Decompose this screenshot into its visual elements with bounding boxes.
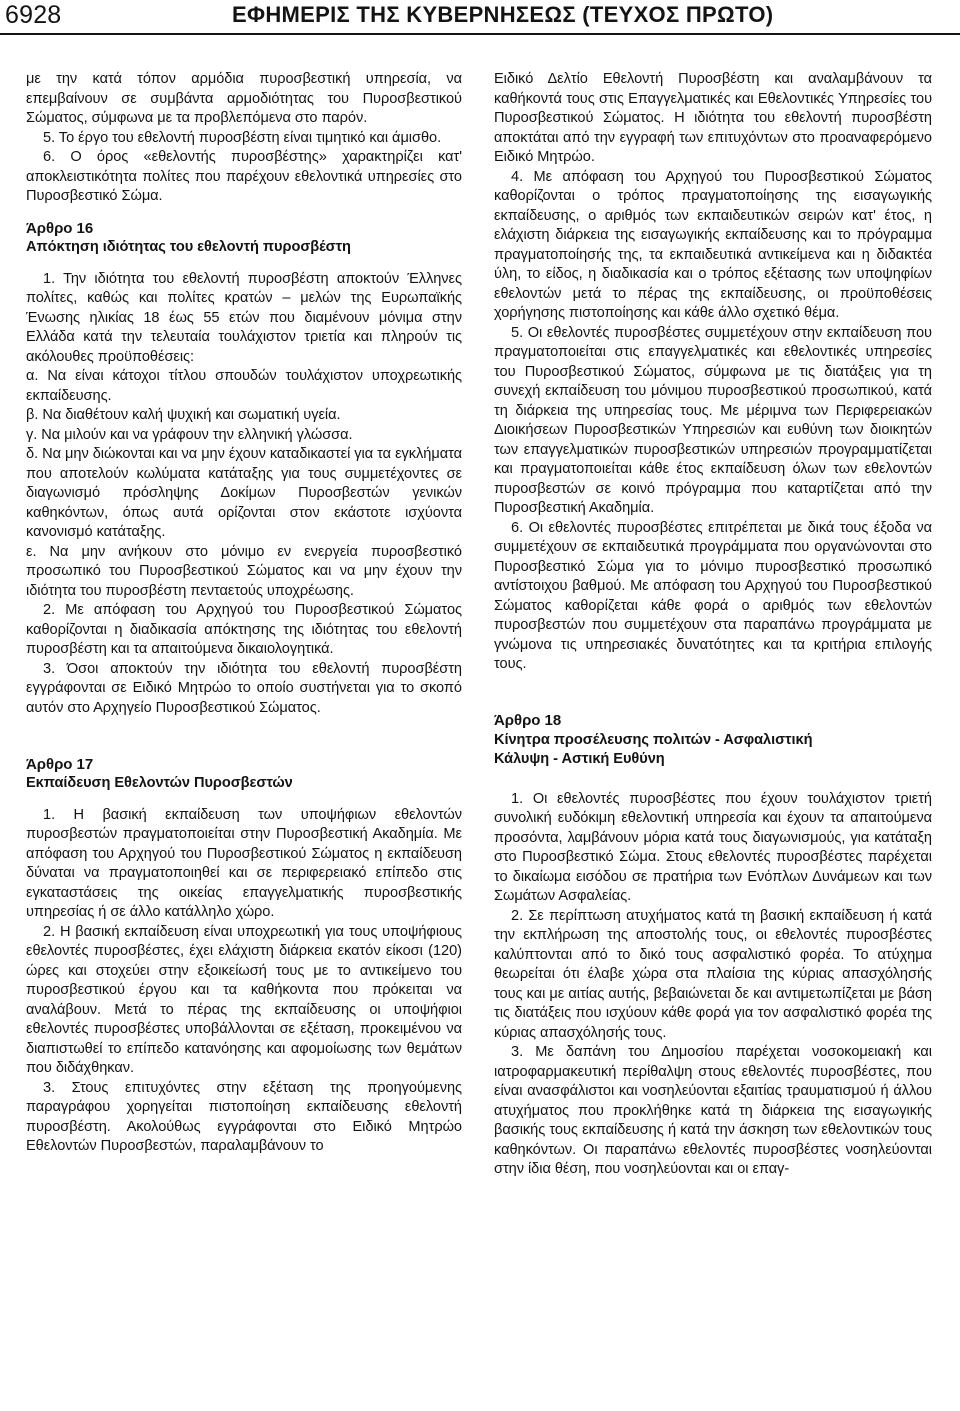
left-column [26,70,462,1157]
article-18-heading: Άρθρο 18 [494,711,562,729]
article-18-paragraph-3: 3. Με δαπάνη του Δημοσίου παρέχεται νοσοκομειακή και ιατροφαρμακευτική περίθαλψη στους εθελοντές πυροσβέστες, που είναι ανασφάλιστοι και νοσηλεύονται εξαιτίας τραυματισμού ή άλλου ατυχήματος που προκλήθηκε κατά τη διάρκεια της εισαγωγικής βασικής τους εκπαίδευσης ή κατά την άσκηση των εθελοντικών τους καθηκόντων. Οι παραπάνω εθελοντές πυροσβέστες νοσηλεύονται στην ίδια θέση, που νοσηλεύονται και οι επαγ- [494,1044,932,1178]
article-16-paragraph-2: 2. Με απόφαση του Αρχηγού του Πυροσβεστικού Σώματος καθορίζονται η διαδικασία απόκτησης της ιδιότητας του εθελοντή πυροσβέστη και τα απαιτούμενα δικαιολογητικά. [26,602,462,658]
page-header [0,0,960,30]
article-16-item-a: α. Να είναι κάτοχοι τίτλου σπουδών τουλάχιστον υποχρεωτικής εκπαίδευσης. [26,368,462,404]
article-17-paragraph-2: 2. Η βασική εκπαίδευση είναι υποχρεωτική για τους υποψήφιους εθελοντές πυροσβέστες, έχει ελάχιστη διάρκεια εκατόν είκοσι (120) ώρες και στοχεύει στην εξοικείωσή τους με το αντικείμενο του πυροσβεστικού έργου και τα καθήκοντα που πρόκειται να αναλάβουν. Μετά το πέρας της εκπαίδευσης οι υποψήφιοι εθελοντές πυροσβέστες υποβάλλονται σε εξέταση, προκειμένου να διαπιστωθεί το επίπεδο κατανόησης και αφομοίωσης των θεμάτων που διδάχθηκαν. [26,923,462,1077]
article-18-title-line-2: Κάλυψη - Αστική Ευθύνη [494,751,665,768]
article-16-title: Απόκτηση ιδιότητας του εθελοντή πυροσβέστη [26,239,351,256]
paragraph-continuation: με την κατά τόπον αρμόδια πυροσβεστική υπηρεσία, να επεμβαίνουν σε συμβάντα αρμοδιότητας του Πυροσβεστικού Σώματος, σύμφωνα με τα προβλεπόμενα στο παρόν. [26,71,462,127]
right-column [494,70,932,1180]
article-16-item-e: ε. Να μην ανήκουν στο μόνιμο εν ενεργεία πυροσβεστικό προσωπικό του Πυροσβεστικού Σώματος και να μην έχουν την ιδιότητα του πυροσβέστη πενταετούς υποχρέωσης. [26,543,462,599]
article-16-item-d: δ. Να μην διώκονται και να μην έχουν καταδικαστεί για τα εγκλήματα που αποτελούν κωλύματα κατάταξης για τους συμμετέχοντες σε διαγωνισμό πρόσληψης Δοκίμων Πυροσβεστών γενικών καθηκόντων, όπως αυτά ορίζονται στον εκάστοτε ισχύοντα κανονισμό κατάταξης. [26,446,462,541]
paragraph-4: 4. Με απόφαση του Αρχηγού του Πυροσβεστικού Σώματος καθορίζονται ο τρόπος πραγματοποίησης της εισαγωγικής εκπαίδευσης, ο αριθμός των εκπαιδευτικών σειρών κατ' έτος, η ελάχιστη διάρκεια της εισαγωγικής εκπαίδευσης και το πρόγραμμα πραγματοποίησής της, τα εκπαιδευτικά αντικείμενα και η διδακτέα ύλη, το είδος, η διαδικασία και ο τρόπος εξέτασης των υποψηφίων εθελοντών μετά το πέρας της εκπαίδευσης, οι προϋποθέσεις χορήγησης πιστοποίησης και κάθε άλλο σχετικό θέμα. [494,168,932,322]
gazette-title: ΕΦΗΜΕΡΙΣ ΤΗΣ ΚΥΒΕΡΝΗΣΕΩΣ (ΤΕΥΧΟΣ ΠΡΩΤΟ) [232,2,774,27]
article-17-paragraph-3: 3. Στους επιτυχόντες στην εξέταση της προηγούμενης παραγράφου χορηγείται πιστοποίηση εκπαίδευσης εθελοντή πυροσβέστη. Ακολούθως εγγράφονται στο Ειδικό Μητρώο Εθελοντών Πυροσβεστών, παραλαμβάνουν το [26,1079,462,1155]
paragraph-6: 6. Ο όρος «εθελοντής πυροσβέστης» χαρακτηρίζει κατ' αποκλειστικότητα πολίτες που παρέχουν εθελοντικά υπηρεσίες στο Πυροσβεστικό Σώμα. [26,149,462,205]
paragraph-5-right: 5. Οι εθελοντές πυροσβέστες συμμετέχουν στην εκπαίδευση που πραγματοποιείται στις επαγγελματικές και εθελοντικές υπηρεσίες του Πυροσβεστικού Σώματος, σύμφωνα με τις διατάξεις για τη συνεχή εκπαίδευση του μόνιμου πυροσβεστικού προσωπικού, κατά τη διάρκεια της υπηρεσίας τους. Με μέριμνα των Περιφερειακών Διοικήσεων Πυροσβεστικών Υπηρεσιών και ευθύνη των διοικητών των επαγγελματικών πυροσβεστικών υπηρεσιών προγραμματίζεται και πραγματοποιείται κάθε έτος εκπαίδευση όλων των εθελοντών πυροσβεστών σε κοινό πρόγραμμα που καταρτίζεται από την Πυροσβεστική Ακαδημία. [494,324,932,517]
article-18-paragraph-1: 1. Οι εθελοντές πυροσβέστες που έχουν τουλάχιστον τριετή συνολική ευδόκιμη εθελοντική υπηρεσία και έχουν τα απαιτούμενα προσόντα, λαμβάνουν μόρια κατά τους διαγωνισμούς, για κατάταξη στο Πυροσβεστικό Σώμα. Στους εθελοντές πυροσβέστες παρέχεται το δικαίωμα εισόδου σε πρατήρια των Ενόπλων Δυνάμεων και των Σωμάτων Ασφαλείας. [494,790,932,905]
article-16-paragraph-1: 1. Την ιδιότητα του εθελοντή πυροσβέστη αποκτούν Έλληνες πολίτες, καθώς και πολίτες κρατών – μελών της Ευρωπαϊκής Ένωσης ηλικίας 18 έως 55 ετών που διαμένουν μόνιμα στην Ελλάδα κατά την τελευταία τουλάχιστον τριετία και πληρούν τις ακόλουθες προϋποθέσεις: [26,270,462,365]
article-17-heading: Άρθρο 17 [26,755,94,773]
header-rule [0,33,960,35]
article-16-heading: Άρθρο 16 [26,219,94,237]
article-16-item-b: β. Να διαθέτουν καλή ψυχική και σωματική υγεία. [26,407,341,424]
article-17-paragraph-1: 1. Η βασική εκπαίδευση των υποψήφιων εθελοντών πυροσβεστών πραγματοποιείται στην Πυροσβεστική Ακαδημία. Με απόφαση του Αρχηγού του Πυροσβεστικού Σώματος η εκπαίδευση δύναται να πραγματοποιηθεί και σε περιφερειακό επίπεδο στις εγκαταστάσεις της οικείας επαγγελματικής πυροσβεστικής υπηρεσίας ή σε άλλο κατάλληλο χώρο. [26,806,462,921]
article-18-paragraph-2: 2. Σε περίπτωση ατυχήματος κατά τη βασική εκπαίδευση ή κατά την εκπλήρωση της αποστολής τους, οι εθελοντές πυροσβέστες καλύπτονται από το δικό τους ασφαλιστικό φορέα. Το ατύχημα θεωρείται ότι έλαβε χώρα στα πλαίσια της κύριας απασχόλησής τους και με αιτίας αυτής, βεβαιώνεται δε και αντιμετωπίζεται με βάση τις διατάξεις που ισχύουν κάθε φορά για τον ασφαλιστικό φορέα της κύριας απασχόλησής τους. [494,907,932,1041]
article-17-title: Εκπαίδευση Εθελοντών Πυροσβεστών [26,775,293,792]
paragraph-6-right: 6. Οι εθελοντές πυροσβέστες επιτρέπεται με δικά τους έξοδα να συμμετέχουν σε εκπαιδευτικά προγράμματα που οργανώνονται στο Πυροσβεστικό Σώμα για το μόνιμο πυροσβεστικό προσωπικό αντίστοιχου βαθμού. Με απόφαση του Αρχηγού του Πυροσβεστικού Σώματος καθορίζεται κάθε φορά ο αριθμός των εθελοντών πυροσβεστών που συμμετέχουν στα παραπάνω προγράμματα με γνώμονα τις υπηρεσιακές δυνατότητες και τα κριτήρια επιλογής τους. [494,519,932,673]
article-18-title-line-1: Κίνητρα προσέλευσης πολιτών - Ασφαλιστική [494,731,813,748]
paragraph-continuation-right: Ειδικό Δελτίο Εθελοντή Πυροσβέστη και αναλαμβάνουν τα καθήκοντά τους στις Επαγγελματικές και Εθελοντικές Υπηρεσίες του Πυροσβεστικού Σώματος. Η ιδιότητα του εθελοντή πυροσβέστη αποκτάται από την εγγραφή των επιτυχόντων στο προαναφερόμενο Ειδικό Μητρώο. [494,71,932,166]
paragraph-5: 5. Το έργο του εθελοντή πυροσβέστη είναι τιμητικό και άμισθο. [43,129,442,146]
page-number: 6928 [5,1,62,29]
article-16-item-c: γ. Να μιλούν και να γράφουν την ελληνική γλώσσα. [26,426,353,443]
article-16-paragraph-3: 3. Όσοι αποκτούν την ιδιότητα του εθελοντή πυροσβέστη εγγράφονται σε Ειδικό Μητρώο το οποίο συστήνεται για το σκοπό αυτόν στο Αρχηγείο Πυροσβεστικού Σώματος. [26,660,462,716]
